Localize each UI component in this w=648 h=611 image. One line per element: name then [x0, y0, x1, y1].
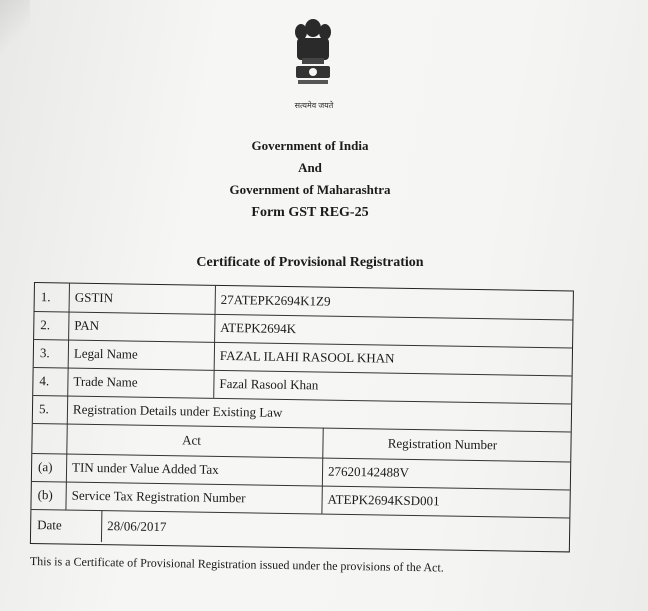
emblem-motto: सत्यमेव जयते [294, 101, 334, 110]
row-label: PAN [74, 317, 100, 334]
row-label: GSTIN [74, 289, 114, 306]
date-label: Date [37, 517, 62, 533]
header-and: And [298, 160, 322, 175]
act-name: Service Tax Registration Number [71, 487, 246, 506]
gstin-value: 27ATEPK2694K1Z9 [220, 291, 331, 309]
trade-name-value: Fazal Rasool Khan [219, 375, 319, 393]
certificate-footer-note: This is a Certificate of Provisional Registration issued under the provisions of the Act. [29, 554, 444, 575]
row-number: 1. [40, 289, 51, 305]
act-name: TIN under Value Added Tax [71, 459, 219, 477]
legal-name-value: FAZAL ILAHI RASOOL KHAN [219, 347, 395, 366]
form-number: Form GST REG-25 [251, 205, 369, 220]
registration-table [30, 282, 574, 552]
certificate-title: Certificate of Provisional Registration [196, 255, 424, 270]
page-corner-shadow [0, 0, 30, 60]
service-tax-registration-number: ATEPK2694KSD001 [327, 491, 440, 509]
row-number: 2. [40, 317, 51, 333]
row-number: (a) [37, 459, 53, 475]
header-government-of-india: Government of India [251, 138, 369, 153]
existing-law-heading: Registration Details under Existing Law [72, 401, 283, 420]
row-label: Legal Name [73, 345, 138, 362]
act-column-header: Act [182, 432, 202, 448]
header-government-of-maharashtra: Government of Maharashtra [229, 182, 391, 197]
tin-registration-number: 27620142488V [327, 463, 410, 480]
row-number: 4. [39, 373, 50, 389]
national-emblem-icon [288, 14, 338, 96]
date-value: 28/06/2017 [107, 518, 167, 535]
row-number: 5. [38, 401, 49, 417]
registration-number-column-header: Registration Number [387, 435, 498, 453]
pan-value: ATEPK2694K [220, 319, 297, 337]
row-number: (b) [37, 487, 53, 503]
row-label: Trade Name [73, 373, 138, 390]
row-number: 3. [39, 345, 50, 361]
